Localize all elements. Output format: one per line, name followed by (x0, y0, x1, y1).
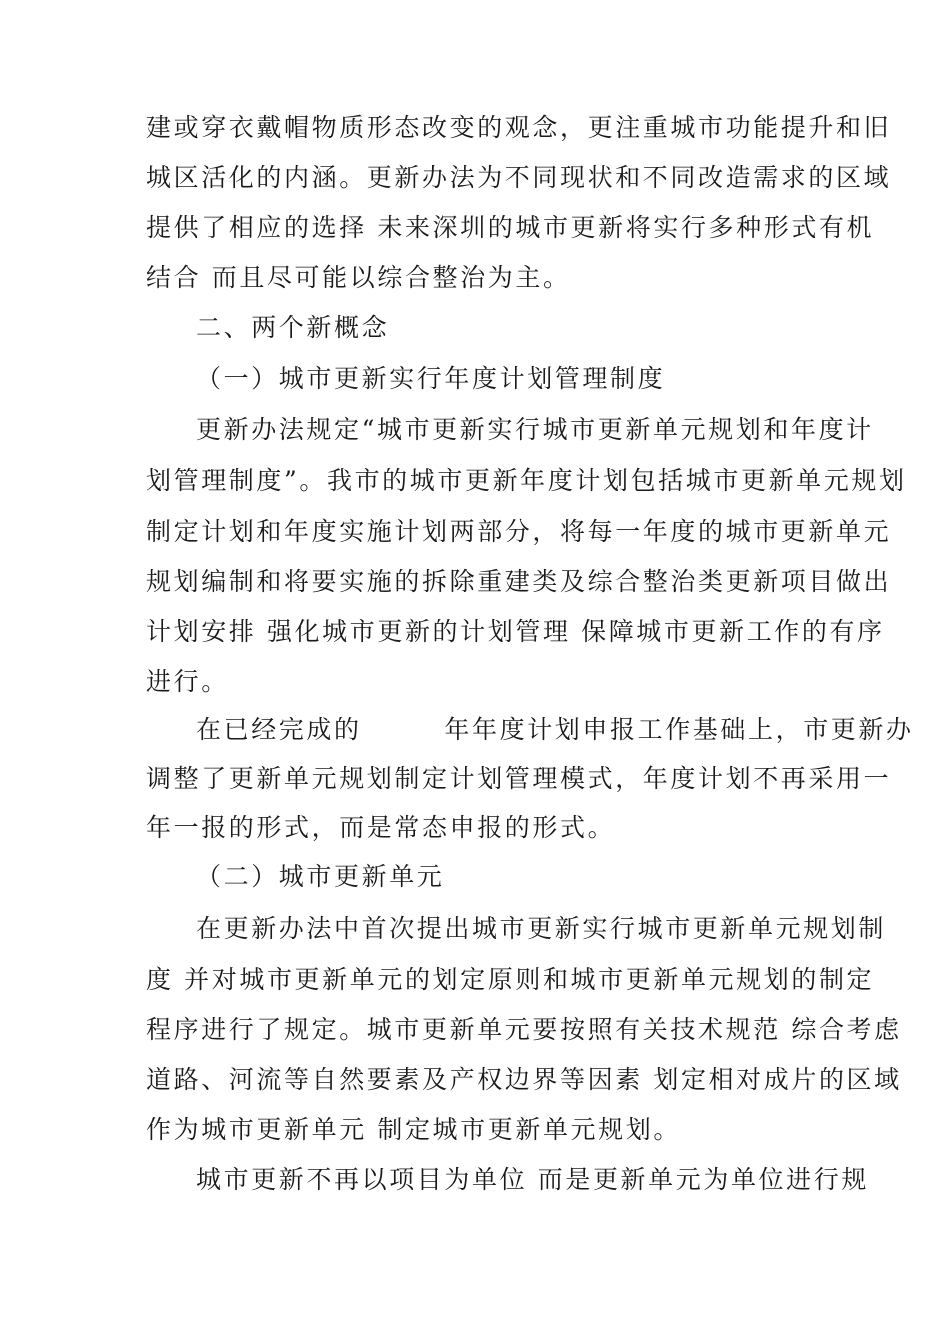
paragraph-line: 在更新办法中首次提出城市更新实行城市更新单元规划制 (196, 914, 887, 943)
paragraph-line: 提供了相应的选择 未来深圳的城市更新将实行多种形式有机 (146, 213, 875, 242)
paragraph-line: 道路、河流等自然要素及产权边界等因素 划定相对成片的区域 (146, 1065, 902, 1094)
paragraph-line: 作为城市更新单元 制定城市更新单元规划。 (146, 1115, 681, 1144)
paragraph-line: 调整了更新单元规划制定计划管理模式，年度计划不再采用一 (146, 764, 892, 793)
paragraph-line: 制定计划和年度实施计划两部分，将每一年度的城市更新单元 (146, 517, 892, 546)
paragraph-line: 进行。 (146, 667, 229, 696)
paragraph-line: 在已经完成的 年年度计划申报工作基础上，市更新办 (196, 715, 914, 744)
section-heading: 二、两个新概念 (196, 313, 390, 342)
paragraph-line: 年一报的形式，而是常态申报的形式。 (146, 813, 616, 842)
paragraph-line: 程序进行了规定。城市更新单元要按照有关技术规范 综合考虑 (146, 1015, 902, 1044)
paragraph-line: 度 并对城市更新单元的划定原则和城市更新单元规划的制定 (146, 965, 875, 994)
paragraph-line: 更新办法规定“城市更新实行城市更新单元规划和年度计 (196, 415, 874, 444)
subsection-heading: （二）城市更新单元 (196, 862, 445, 891)
paragraph-line: 结合 而且尽可能以综合整治为主。 (146, 263, 571, 292)
subsection-heading: （一）城市更新实行年度计划管理制度 (196, 364, 666, 393)
paragraph-line: 规划编制和将要实施的拆除重建类及综合整治类更新项目做出 (146, 567, 892, 596)
paragraph-line: 城市更新不再以项目为单位 而是更新单元为单位进行规 (196, 1165, 869, 1194)
paragraph-line: 建或穿衣戴帽物质形态改变的观念，更注重城市功能提升和旧 (146, 113, 892, 142)
paragraph-line: 划管理制度”。我市的城市更新年度计划包括城市更新单元规划 (146, 466, 907, 495)
paragraph-line: 城区活化的内涵。更新办法为不同现状和不同改造需求的区域 (146, 163, 892, 192)
paragraph-line: 计划安排 强化城市更新的计划管理 保障城市更新工作的有序 (146, 617, 885, 646)
